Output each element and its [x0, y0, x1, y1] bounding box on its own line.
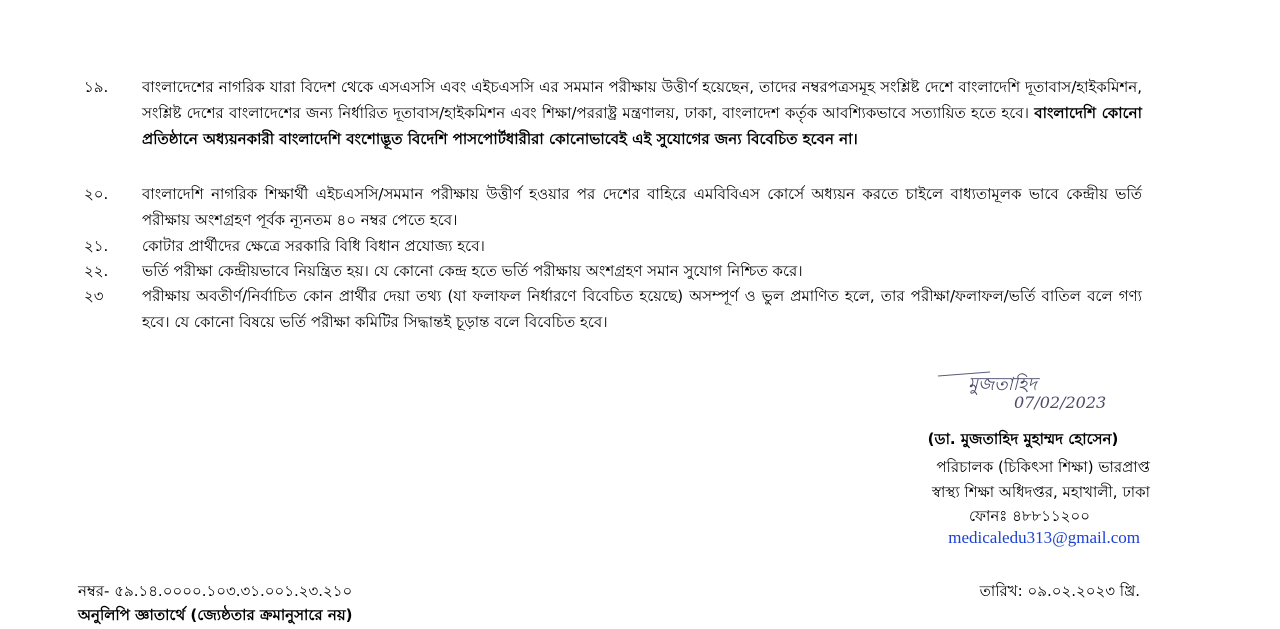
item-number: ২১.	[84, 237, 109, 255]
reference-number: নম্বর- ৫৯.১৪.০০০০.১০৩.৩১.০০১.২৩.২১০	[78, 582, 353, 600]
item-number: ২০.	[84, 185, 109, 203]
copy-heading: অনুলিপি জ্ঞাতার্থে (জ্যেষ্ঠতার ক্রমানুসারে নয়)	[78, 606, 353, 624]
document-date: তারিখ: ০৯.০২.২০২৩ খ্রি.	[979, 582, 1140, 600]
item-text: পরীক্ষায় অবতীর্ণ/নির্বাচিত কোন প্রার্থীর দেয়া তথ্য (যা ফলাফল নির্ধারণে বিবেচিত হয়েছে) অসম্পূর্ণ ও ভুল প্রমাণিত হলে, তার পরীক্ষা/ফলাফল/ভর্তি বাতিল বলে গণ্য হবে। যে কোনো বিষয়ে ভর্তি পরীক্ষা কমিটির সিদ্ধান্তই চূড়ান্ত বলে বিবেচিত হবে।	[142, 287, 1142, 331]
svg-text:07/02/2023: 07/02/2023	[1014, 393, 1107, 412]
item-number: ১৯.	[84, 78, 109, 96]
item-number: ২২.	[84, 262, 109, 280]
item-text	[142, 74, 1142, 152]
item-text: বাংলাদেশি নাগরিক শিক্ষার্থী এইচএসসি/সমমান পরীক্ষায় উত্তীর্ণ হওয়ার পর দেশের বাহিরে এমবিবিএস কোর্সে অধ্যয়ন করতে চাইলে বাধ্যতামূলক ভাবে কেন্দ্রীয় ভর্তি পরীক্ষায় অংশগ্রহণ পূর্বক ন্যূনতম ৪০ নম্বর পেতে হবে।	[142, 185, 1142, 229]
signatory-name: (ডা. মুজতাহিদ মুহাম্মদ হোসেন)	[927, 430, 1119, 448]
signatory-phone: ফোনঃ ৪৮৮১১২০০	[968, 507, 1090, 525]
svg-text:মুজতাহিদ: মুজতাহিদ	[968, 374, 1037, 395]
item-text: কোটার প্রার্থীদের ক্ষেত্রে সরকারি বিধি বিধান প্রযোজ্য হবে।	[142, 237, 485, 255]
signatory-office: স্বাস্থ্য শিক্ষা অধিদপ্তর, মহাখালী, ঢাকা	[931, 483, 1150, 501]
item-text-plain: বাংলাদেশের নাগরিক যারা বিদেশ থেকে এসএসসি এবং এইচএসসি এর সমমান পরীক্ষায় উত্তীর্ণ হয়েছেন, তাদের নম্বরপত্রসমূহ সংশ্লিষ্ট দেশে বাংলাদেশি দূতাবাস/হাইকমিশন, সংশ্লিষ্ট দেশের বাংলাদেশের জন্য নির্ধারিত দূতাবাস/হাইকমিশন এবং শিক্ষা/পররাষ্ট্র মন্ত্রণালয়, ঢাকা, বাংলাদেশ কর্তৃক আবশ্যিকভাবে সত্যায়িত হতে হবে।	[142, 78, 1142, 122]
signatory-designation: পরিচালক (চিকিৎসা শিক্ষা) ভারপ্রাপ্ত	[936, 458, 1150, 476]
item-text: ভর্তি পরীক্ষা কেন্দ্রীয়ভাবে নিয়ন্ত্রিত হয়। যে কোনো কেন্দ্র হতে ভর্তি পরীক্ষায় অংশগ্রহণ সমান সুযোগ নিশ্চিত করে।	[142, 262, 803, 280]
item-text-bold: বাংলাদেশি কোনো প্রতিষ্ঠানে অধ্যয়নকারী বাংলাদেশি বংশোদ্ভূত বিদেশি পাসপোর্টধারীরা কোনোভাবেই এই সুযোগের জন্য বিবেচিত হবেন না।	[142, 104, 1142, 148]
item-number: ২৩	[84, 287, 104, 305]
handwritten-signature	[930, 362, 1130, 422]
signatory-email: medicaledu313@gmail.com	[948, 528, 1140, 547]
